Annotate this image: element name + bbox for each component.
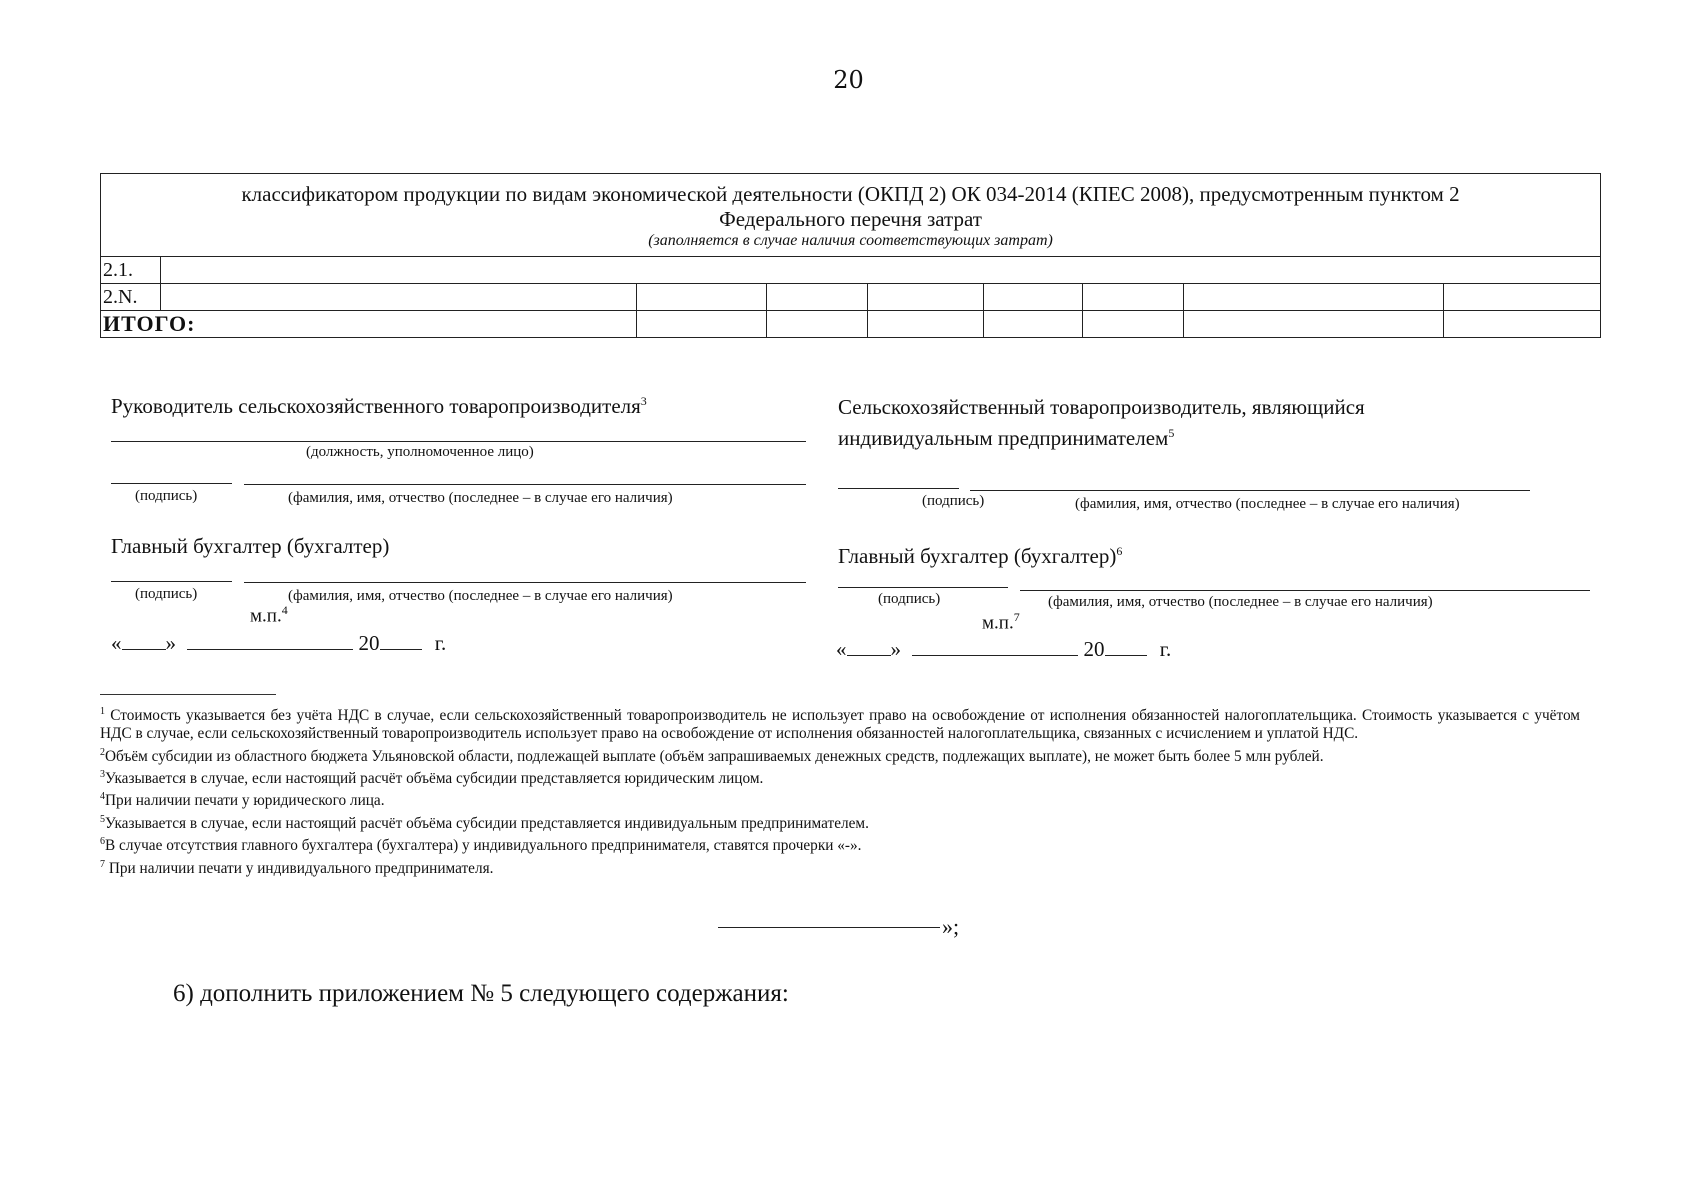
table-cell: [868, 311, 984, 338]
right-head-title: Сельскохозяйственный товаропроизводитель, являющийся индивидуальным предпринимателем$^5$: [838, 395, 1365, 450]
acc-name-line: [244, 582, 806, 583]
stamp-place: м.п.$^4$: [250, 603, 288, 627]
footnote: $^6$В случае отсутствия главного бухгалтера (бухгалтера) у индивидуального предпринимателя, ставятся прочерки «-».: [100, 836, 862, 855]
table-row: [101, 284, 1601, 311]
footnote: $^3$Указывается в случае, если настоящий расчёт объёма субсидии представляется юридическим лицом.: [100, 769, 764, 788]
table-header-row: [101, 174, 1601, 257]
left-accountant-title: Главный бухгалтер (бухгалтер): [111, 534, 390, 558]
table-header-line1: классификатором продукции по видам экономической деятельности (ОКПД 2) ОК 034-2014 (КПЕС 2008), предусмотренным пунктом 2: [241, 182, 1460, 206]
signature-caption: (подпись): [135, 488, 198, 504]
footnotes: [100, 703, 1580, 878]
table-header-note: (заполняется в случае наличия соответствующих затрат): [648, 232, 1053, 249]
row-number: 2.1.: [101, 257, 161, 284]
position-caption: (должность, уполномоченное лицо): [306, 444, 534, 460]
table-cell: [1083, 284, 1184, 311]
table-cell: [767, 284, 868, 311]
footnote-separator: [100, 694, 276, 695]
acc-name-caption: (фамилия, имя, отчество (последнее – в случае его наличия): [1048, 594, 1433, 610]
page-number: 20: [833, 66, 864, 94]
date-line: « » 20 г.: [111, 631, 447, 655]
footnote: $^2$Объём субсидии из областного бюджета Ульяновской области, подлежащей выплате (объём запрашиваемых денежных средств, подлежащих выплате), не может быть более 5 млн рублей.: [100, 746, 1324, 765]
position-line: [111, 441, 806, 442]
name-caption: (фамилия, имя, отчество (последнее – в случае его наличия): [288, 490, 673, 506]
right-accountant-title: Главный бухгалтер (бухгалтер)$^6$: [838, 544, 1123, 568]
table-cell: [767, 311, 868, 338]
table-cell: [1444, 284, 1601, 311]
date-line: « » 20 г.: [836, 637, 1172, 661]
acc-name-line: [1020, 590, 1590, 591]
footnote: $^4$При наличии печати у юридического лица.: [100, 791, 385, 810]
closing-quote: »;: [942, 914, 960, 939]
closing-line: [718, 927, 940, 928]
name-caption: (фамилия, имя, отчество (последнее – в случае его наличия): [1075, 496, 1460, 512]
cost-table: [100, 173, 1601, 338]
stamp-place: м.п.$^7$: [982, 610, 1020, 634]
add-appendix-paragraph: 6) дополнить приложением № 5 следующего содержания:: [173, 980, 789, 1007]
signature-caption: (подпись): [922, 493, 985, 509]
table-cell: [161, 284, 637, 311]
row-number: 2.N.: [101, 284, 161, 311]
table-header-line2: Федерального перечня затрат: [719, 207, 982, 231]
table-cell: [868, 284, 984, 311]
table-cell: [1184, 311, 1444, 338]
acc-signature-line: [838, 587, 1008, 588]
name-line: [244, 484, 806, 485]
table-header: [101, 174, 1601, 257]
signature-line: [111, 483, 232, 484]
table-cell: [984, 284, 1083, 311]
acc-name-caption: (фамилия, имя, отчество (последнее – в случае его наличия): [288, 588, 673, 604]
left-head-title: Руководитель сельскохозяйственного товаропроизводителя$^3$: [111, 394, 647, 418]
footnote: $^1$ Стоимость указывается без учёта НДС в случае, если сельскохозяйственный товаропроизводитель не использует право на освобождение от исполнения обязанностей налогоплательщика. Стоимость указывается с учётом НДС в случае, если сельскохозяйственный товаропроизводитель использует право на освобождение от исполнения обязанностей налогоплательщика, связанных с исчислением и уплатой НДС.: [100, 706, 1580, 743]
table-cell: [984, 311, 1083, 338]
acc-signature-caption: (подпись): [135, 586, 198, 602]
acc-signature-caption: (подпись): [878, 591, 941, 607]
table-total-row: [101, 311, 1601, 338]
acc-signature-line: [111, 581, 232, 582]
name-line: [970, 490, 1530, 491]
footnote: $^7$ При наличии печати у индивидуального предпринимателя.: [100, 858, 494, 877]
table-cell: [1444, 311, 1601, 338]
total-label: ИТОГО:: [101, 311, 637, 338]
footnote: $^5$Указывается в случае, если настоящий расчёт объёма субсидии представляется индивидуальным предпринимателем.: [100, 813, 869, 832]
signature-line: [838, 488, 959, 489]
table-cell: [637, 311, 767, 338]
table-cell: [1184, 284, 1444, 311]
table-cell: [1083, 311, 1184, 338]
table-row: [101, 257, 1601, 284]
table-cell: [161, 257, 1601, 284]
table-cell: [637, 284, 767, 311]
